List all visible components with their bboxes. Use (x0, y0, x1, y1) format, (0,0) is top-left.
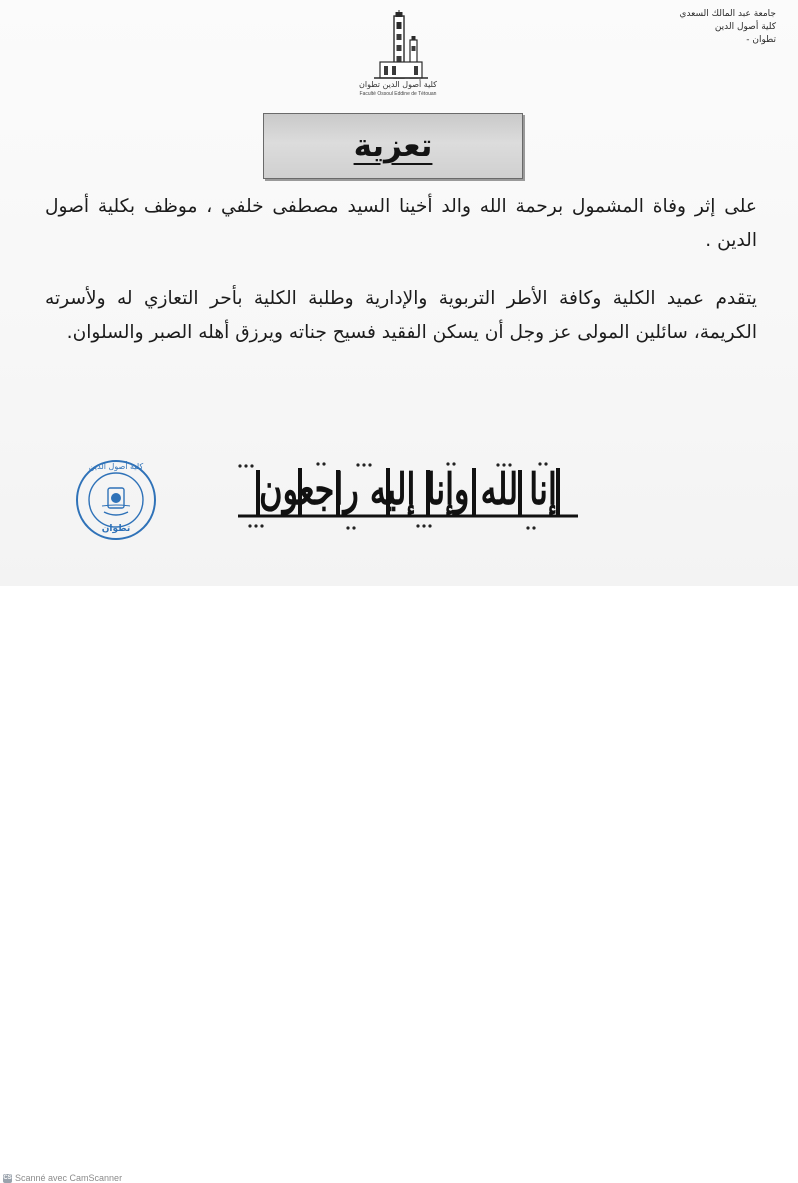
stamp-ring-text: كلية أصول الدين (88, 462, 144, 471)
verse-text: إنا لله وإنا إليه راجعون (259, 463, 557, 515)
scanner-watermark-text: Scanné avec CamScanner (15, 1173, 123, 1183)
quranic-verse-calligraphy (228, 458, 588, 536)
header-line-faculty: كلية أصول الدين (714, 22, 776, 32)
scanner-footer (0, 586, 798, 1183)
logo-caption-ar: كلية أصول الدين تطوان (359, 80, 437, 89)
minaret-logo-icon (348, 10, 448, 102)
document-page (0, 0, 798, 586)
body-paragraph-2: يتقدم عميد الكلية وكافة الأطر التربوية والإدارية وطلبة الكلية بأحر التعازي له ولأسرته الكريمة، سائلين المولى عز وجل أن يسكن الفقيد فسيح جناته ويرزق أهله الصبر والسلوان. (45, 288, 757, 343)
scanner-watermark (3, 1173, 122, 1183)
camscanner-icon: CS (3, 1174, 12, 1181)
header-line-university: جامعة عبد المالك السعدي (679, 9, 776, 19)
stamp-bottom-text: تطوان (101, 524, 131, 534)
institution-header (666, 8, 776, 47)
header-line-city: تطوان - (746, 35, 776, 45)
official-stamp-icon (74, 458, 158, 542)
body-paragraph-1: على إثر وفاة المشمول برحمة الله والد أخينا السيد مصطفى خلفي ، موظف بكلية أصول الدين . (45, 196, 757, 251)
title-box (263, 113, 523, 179)
logo-caption-fr: Faculté Ossoul Eddine de Tétouan (359, 91, 437, 97)
document-title: تعزية (353, 128, 433, 164)
